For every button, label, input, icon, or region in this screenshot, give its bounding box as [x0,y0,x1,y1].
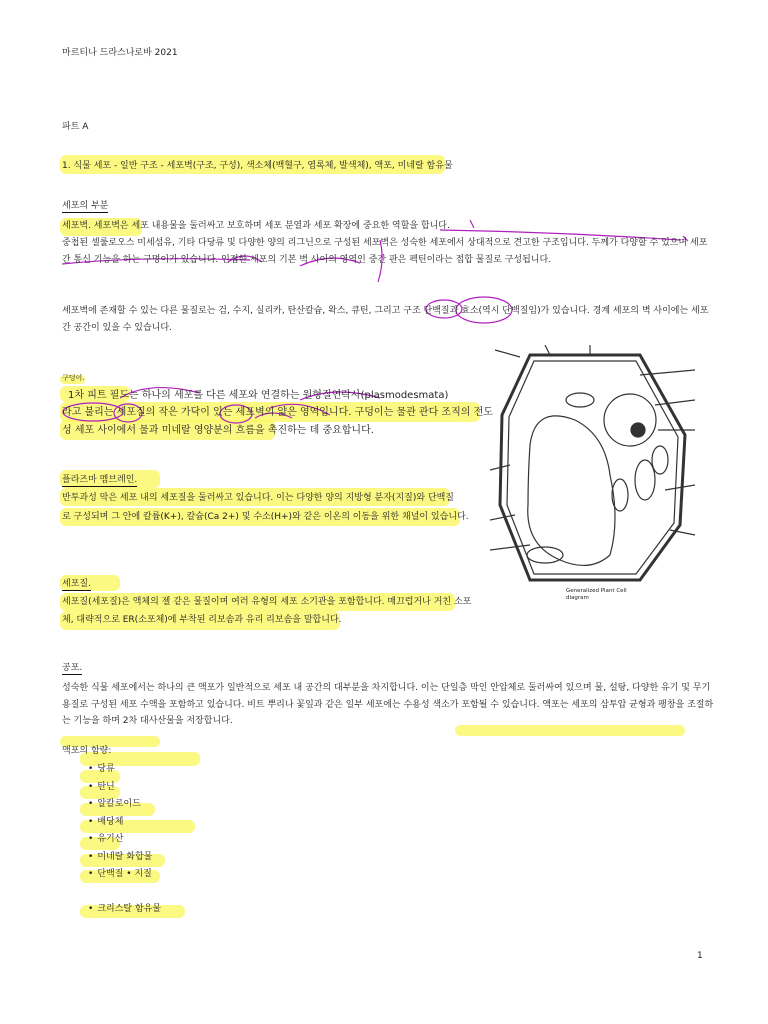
vacuole-title-text: 공포. [62,663,83,673]
cytoplasm-title [62,578,91,590]
cytoplasm-title-text: 세포질. [62,579,91,589]
membrane-line-1: 반투과성 막은 세포 내의 세포질을 둘러싸고 있습니다. 이는 다양한 양의 지방형 분자(지질)와 단백질 [62,493,454,503]
plant-cell-diagram [490,345,705,605]
figure-caption-line-1: Generalized Plant Cell [566,588,627,594]
membrane-title-text: 플라즈마 멤브레인. [62,475,138,485]
cell-wall-substances-line-2: 간 공간이 있을 수 있습니다. [62,323,172,333]
vacuole-line-2: 용질로 구성된 세포 수액을 포함하고 있습니다. 비트 뿌리나 꽃잎과 같은 일부 세포에는 수용성 색소가 포함될 수 있습니다. 액포는 세포의 삼투압 균형과 팽창을 조절하 [62,700,714,710]
cell-wall-line-3: 간 통신 기능을 하는 구멍이가 있습니다. 인접한 세포의 기본 벽 사이의 영역인 중간 판은 펙틴이라는 접합 물질로 구성됩니다. [62,255,552,265]
document-author: 마르티나 드라스나로바 2021 [62,48,178,58]
list-item: • 단백질 • 지질 [88,866,152,884]
list-item: • 배당체 [88,814,152,832]
vacuole-contents-list [88,761,152,884]
pits-line-2: 라고 불리는 세포질의 작은 가닥이 있는 세포벽의 얇은 영역입니다. 구덩이는 물관 관다 조직의 전도 [62,407,493,418]
list-item: • 당류 [88,761,152,779]
section-heading: 1. 식물 세포 - 일반 구조 - 세포벽(구조, 구성), 색소체(백혈구, 엽록체, 발색체), 액포, 미네랄 함유물 [62,161,453,171]
pits-title: 구덩이. [62,374,85,382]
list-item: • 유기산 [88,831,152,849]
cell-wall-substances-line-1: 세포벽에 존재할 수 있는 다른 물질로는 검, 수지, 실리카, 탄산칼슘, 왁스, 큐틴, 그리고 구조 단백질과 효소(역시 단백질임)가 있습니다. 경계 세포의 벽 사이에는 세포 [62,306,709,316]
cell-wall-line-2: 중첩된 셀룰로오스 미세섬유, 기타 다당류 및 다양한 양의 리그닌으로 구성된 세포벽은 성숙한 세포에서 상대적으로 견고한 구조입니다. 두께가 다양할 수 있으며 세포 [62,238,708,248]
cell-parts-title [62,200,108,212]
pits-line-1: 1차 피트 필드는 하나의 세포를 다른 세포와 연결하는 원형질연락사(plasmodesmata) [68,390,449,401]
part-label: 파트 A [62,122,89,132]
cell-parts-title-text: 세포의 부분 [62,201,109,211]
membrane-line-2: 로 구성되며 그 안에 칼륨(K+), 칼슘(Ca 2+) 및 수소(H+)와 같은 이온의 이동을 위한 채널이 있습니다. [62,512,469,522]
vacuole-line-1: 성숙한 식물 세포에서는 하나의 큰 액포가 일반적으로 세포 내 공간의 대부분을 차지합니다. 이는 단일층 막인 안압체로 둘러싸여 있으며 물, 설탕, 다양한 유기 및 무기 [62,683,711,693]
page-number: 1 [697,951,703,961]
list-item: • 미네랄 화합물 [88,849,152,867]
vacuole-contents-title: 액포의 함량: [62,746,112,756]
figure-caption-line-2: diagram [566,595,589,601]
vacuole-line-3: 는 기능을 하며 2차 대사산물을 저장합니다. [62,716,233,726]
figure-caption [566,588,627,602]
membrane-title [62,474,137,486]
list-item: • 탄닌 [88,779,152,797]
cytoplasm-line-2: 체, 대략적으로 ER(소포체)에 부착된 리보솜과 유리 리보솜을 말합니다. [62,615,342,625]
vacuole-title [62,662,82,674]
list-item: • 크리스탈 함유물 [88,901,161,919]
vacuole-contents-list-extra [88,901,161,919]
cell-wall-line-1: 세포벽. 세포벽은 세포 내용물을 둘러싸고 보호하며 세포 분열과 세포 확장에 중요한 역할을 합니다. [62,221,450,231]
cytoplasm-line-1: 세포질(세포질)은 액체의 젤 같은 물질이며 여러 유형의 세포 소기관을 포함합니다. 매끄럽거나 거친 소포 [62,597,472,607]
list-item: • 알칼로이드 [88,796,152,814]
pits-line-3: 성 세포 사이에서 물과 미네랄 영양분의 흐름을 촉진하는 데 중요합니다. [62,425,374,436]
